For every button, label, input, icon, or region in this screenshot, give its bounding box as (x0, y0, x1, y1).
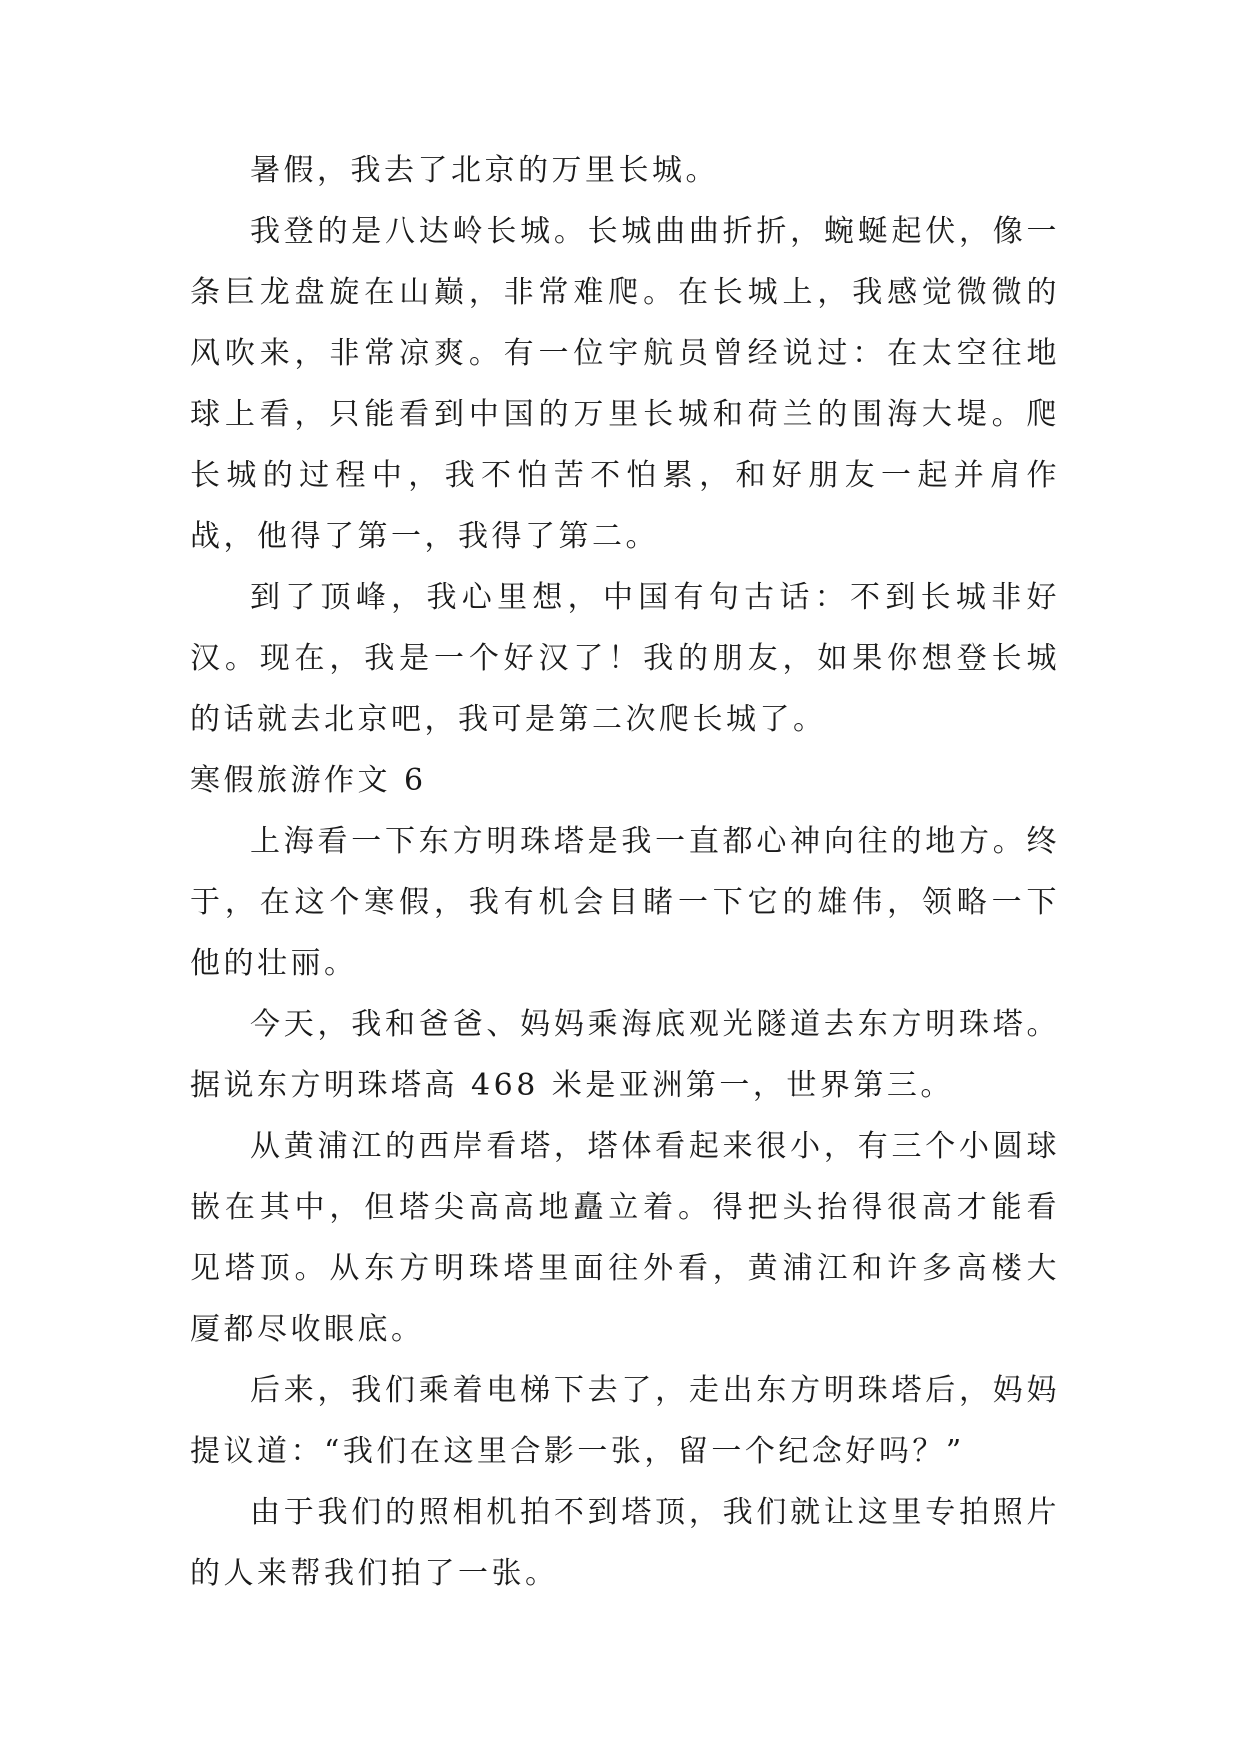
paragraph: 今天，我和爸爸、妈妈乘海底观光隧道去东方明珠塔。据说东方明珠塔高 468 米是亚洲第一，世界第三。 (190, 1007, 1060, 1103)
paragraph: 上海看一下东方明珠塔是我一直都心神向往的地方。终于，在这个寒假，我有机会目睹一下它的雄伟，领略一下他的壮丽。 (190, 824, 1060, 981)
paragraph: 到了顶峰，我心里想，中国有句古话：不到长城非好汉。现在，我是一个好汉了！我的朋友，如果你想登长城的话就去北京吧，我可是第二次爬长城了。 (190, 580, 1060, 737)
document-page (190, 140, 1060, 1604)
paragraph: 后来，我们乘着电梯下去了，走出东方明珠塔后，妈妈提议道：“我们在这里合影一张，留一个纪念好吗？” (190, 1373, 1060, 1469)
paragraph: 由于我们的照相机拍不到塔顶，我们就让这里专拍照片的人来帮我们拍了一张。 (190, 1495, 1060, 1591)
paragraph: 暑假，我去了北京的万里长城。 (250, 153, 719, 188)
paragraph: 从黄浦江的西岸看塔，塔体看起来很小，有三个小圆球嵌在其中，但塔尖高高地矗立着。得把头抬得很高才能看见塔顶。从东方明珠塔里面往外看，黄浦江和许多高楼大厦都尽收眼底。 (190, 1129, 1060, 1347)
section-title: 寒假旅游作文 6 (190, 763, 427, 798)
paragraph: 我登的是八达岭长城。长城曲曲折折，蜿蜒起伏，像一条巨龙盘旋在山巅，非常难爬。在长城上，我感觉微微的风吹来，非常凉爽。有一位宇航员曾经说过：在太空往地球上看，只能看到中国的万里长城和荷兰的围海大堤。爬长城的过程中，我不怕苦不怕累，和好朋友一起并肩作战，他得了第一，我得了第二。 (190, 214, 1060, 554)
